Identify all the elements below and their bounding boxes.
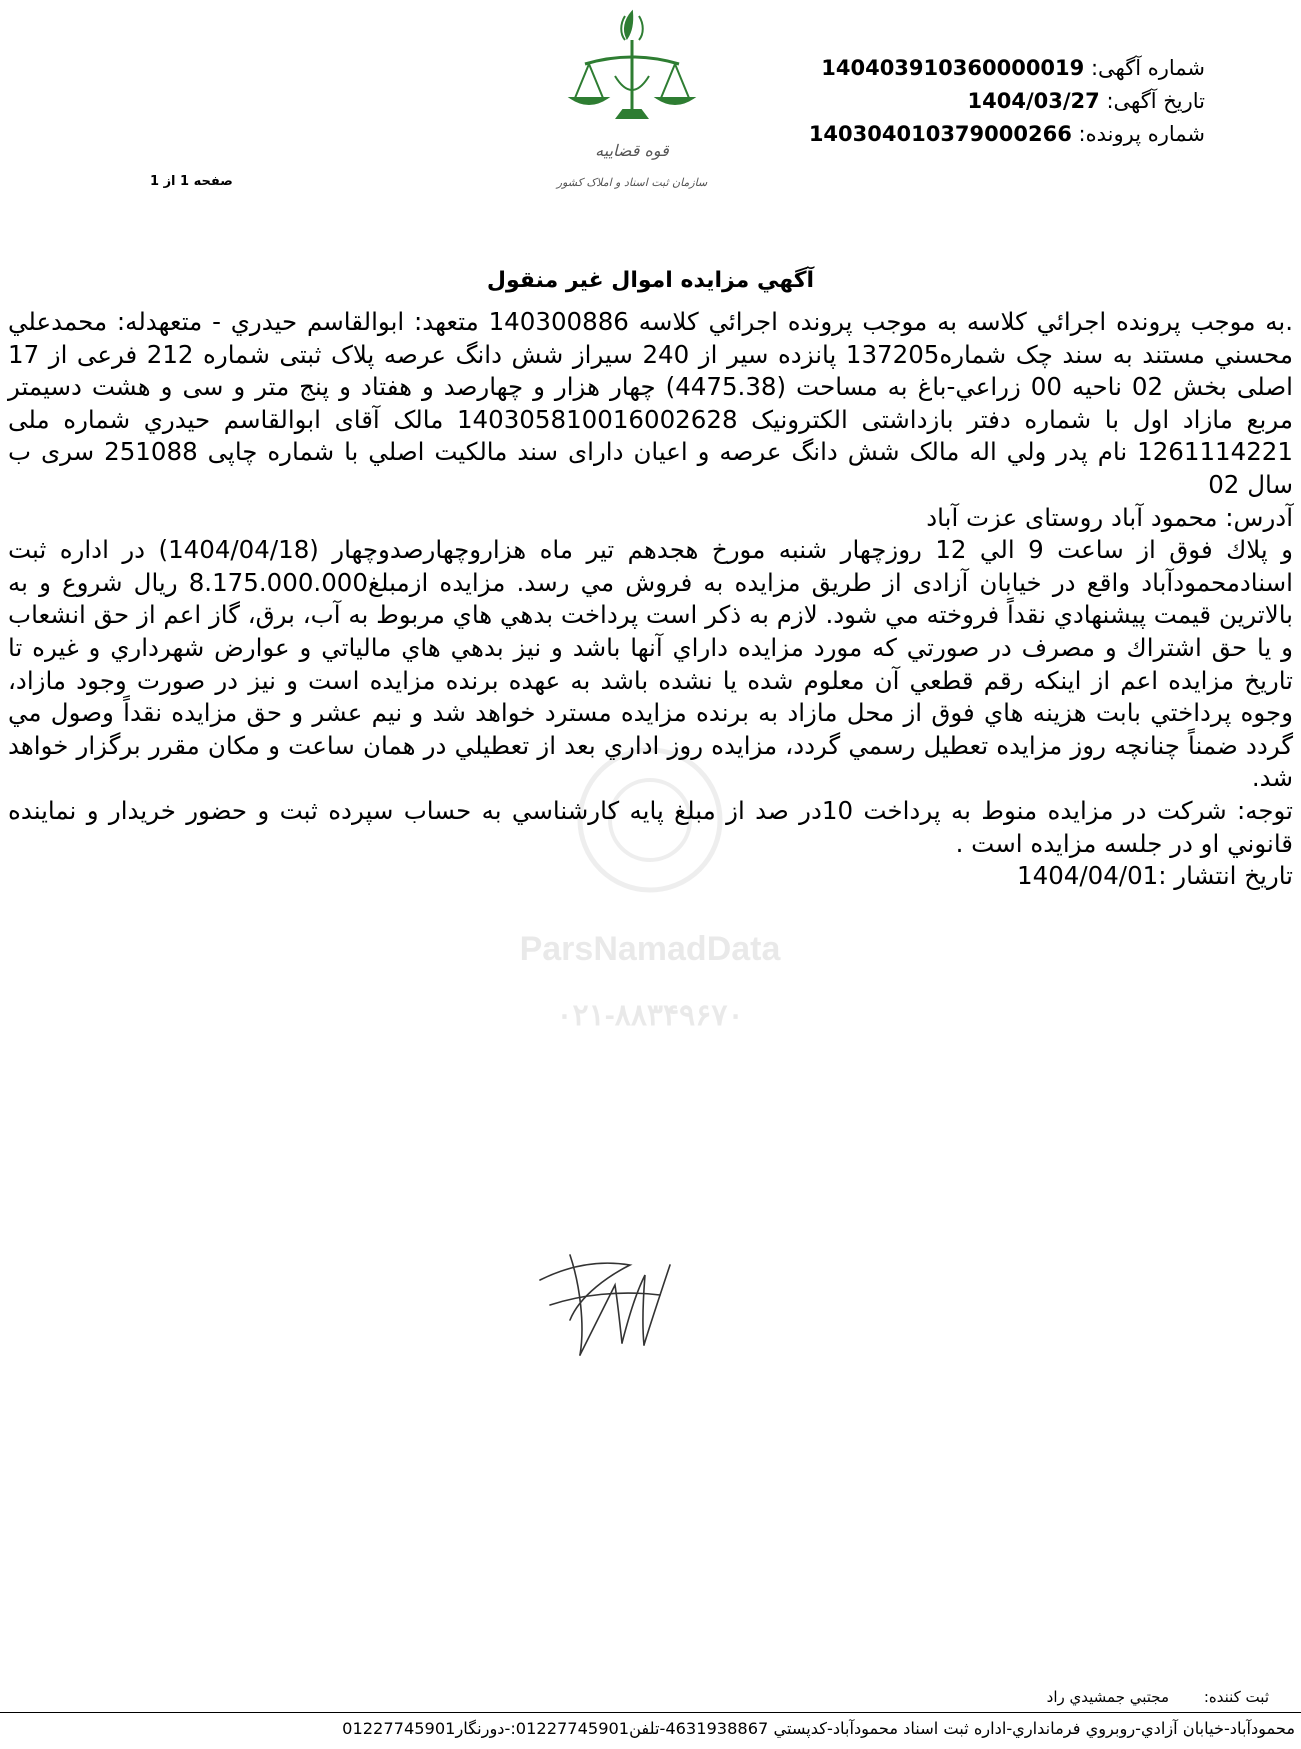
page-count: صفحه 1 از 1 bbox=[150, 174, 233, 189]
footer-divider bbox=[0, 1712, 1301, 1713]
file-number: 140304010379000266 bbox=[808, 122, 1072, 146]
publish-date: تاريخ انتشار :1404/04/01 bbox=[1017, 861, 1293, 891]
body-paragraph-1: .به موجب پرونده اجرائي كلاسه به موجب پرونده اجرائي كلاسه 140300886 متعهد: ابوالقاسم حيدري - متعهدله: محمدعلي محسني مستند به سند چک شماره137205 پانزده سير از 240 سيراز شش دانگ عرصه پلاک ثبتی شماره 212 فرعی از 17 اصلی بخش 02 ناحيه 00 زراعي-باغ به مساحت (4475.38) چهار هزار و چهارصد و هفتاد و پنج متر و سی و هشت دسيمتر مربع مازاد اول با شماره دفتر بازداشتی الکترونيک 140305810016002628 مالک آقای ابوالقاسم حيدري شماره ملی 1261114221 نام پدر ولي اله مالک شش دانگ عرصه و اعيان دارای سند مالكيت اصلي با شماره چاپی 251088 سری ب سال 02 bbox=[8, 307, 1293, 499]
file-number-label: شماره پرونده: bbox=[1078, 122, 1205, 146]
body-address: آدرس: محمود آباد روستای عزت آباد bbox=[926, 502, 1293, 532]
file-number-row bbox=[809, 118, 1205, 151]
body-paragraph-2: و پلاك فوق از ساعت 9 الي 12 روزچهار شنبه مورخ هجدهم تير ماه هزاروچهارصدوچهار (1404/04/18) در اداره ثبت اسنادمحمودآباد واقع در خيابان آزادی از طريق مزايده به فروش مي رسد. مزايده ازمبلغ8.175.000.000 ريال شروع و به بالاترين قيمت پيشنهادي نقداً فروخته مي شود. لازم به ذكر است پرداخت بدهي هاي مربوط به آب، برق، گاز اعم از حق انشعاب و يا حق اشتراك و مصرف در صورتي كه مورد مزايده داراي آنها باشد و نيز بدهي هاي مالياتي و عوارض شهرداري و غيره تا تاريخ مزايده اعم از اينكه رقم قطعي آن معلوم شده يا نشده باشد به عهده برنده مزايده است و نيز در صورت وجود مازاد، وجوه پرداختي بابت هزينه هاي فوق از محل مازاد به برنده مزايده مسترد خواهد شد و نيم عشر و حق مزايده نقداً وصول مي گردد ضمناً چنانچه روز مزايده تعطيل رسمي گردد، مزايده روز اداري بعد از تعطيلي در همان ساعت و مكان مقرر برگزار خواهد شد. bbox=[8, 535, 1294, 793]
registrar-label: ثبت كننده: bbox=[1203, 1688, 1269, 1706]
signature-icon bbox=[510, 1225, 710, 1375]
watermark-phone: ۰۲۱-۸۸۳۴۹۶۷۰ bbox=[556, 999, 744, 1032]
emblem-caption-2: سازمان ثبت اسناد و املاک کشور bbox=[556, 176, 708, 189]
registrar bbox=[1047, 1688, 1269, 1706]
notice-date: 1404/03/27 bbox=[967, 89, 1100, 113]
body-note: توجه: شرکت در مزايده منوط به پرداخت 10در صد از مبلغ پايه كارشناسي به حساب سپرده ثبت و حضور خريدار و نماينده قانوني او در جلسه مزايده است . bbox=[8, 795, 1293, 858]
registrar-name: مجتبي جمشيدي راد bbox=[1046, 1688, 1170, 1706]
watermark-text: ParsNamadData bbox=[519, 930, 781, 968]
notice-number: 140403910360000019 bbox=[821, 56, 1085, 80]
notice-number-label: شماره آگهی: bbox=[1090, 56, 1205, 80]
judiciary-emblem-icon bbox=[556, 6, 708, 221]
footer-address: محمودآباد-خيابان آزادي-روبروي فرمانداري-اداره ثبت اسناد محمودآباد-كدپستي 4631938867-تلفن01227745901:-دورنگار01227745901 bbox=[342, 1719, 1295, 1738]
notice-number-row bbox=[809, 52, 1205, 85]
notice-body bbox=[8, 306, 1293, 893]
notice-header bbox=[809, 52, 1205, 151]
notice-title: آگهي مزايده اموال غير منقول bbox=[486, 268, 815, 293]
emblem-caption-1: قوه قضاییه bbox=[595, 141, 669, 160]
notice-date-label: تاريخ آگهی: bbox=[1106, 89, 1205, 113]
notice-date-row bbox=[809, 85, 1205, 118]
